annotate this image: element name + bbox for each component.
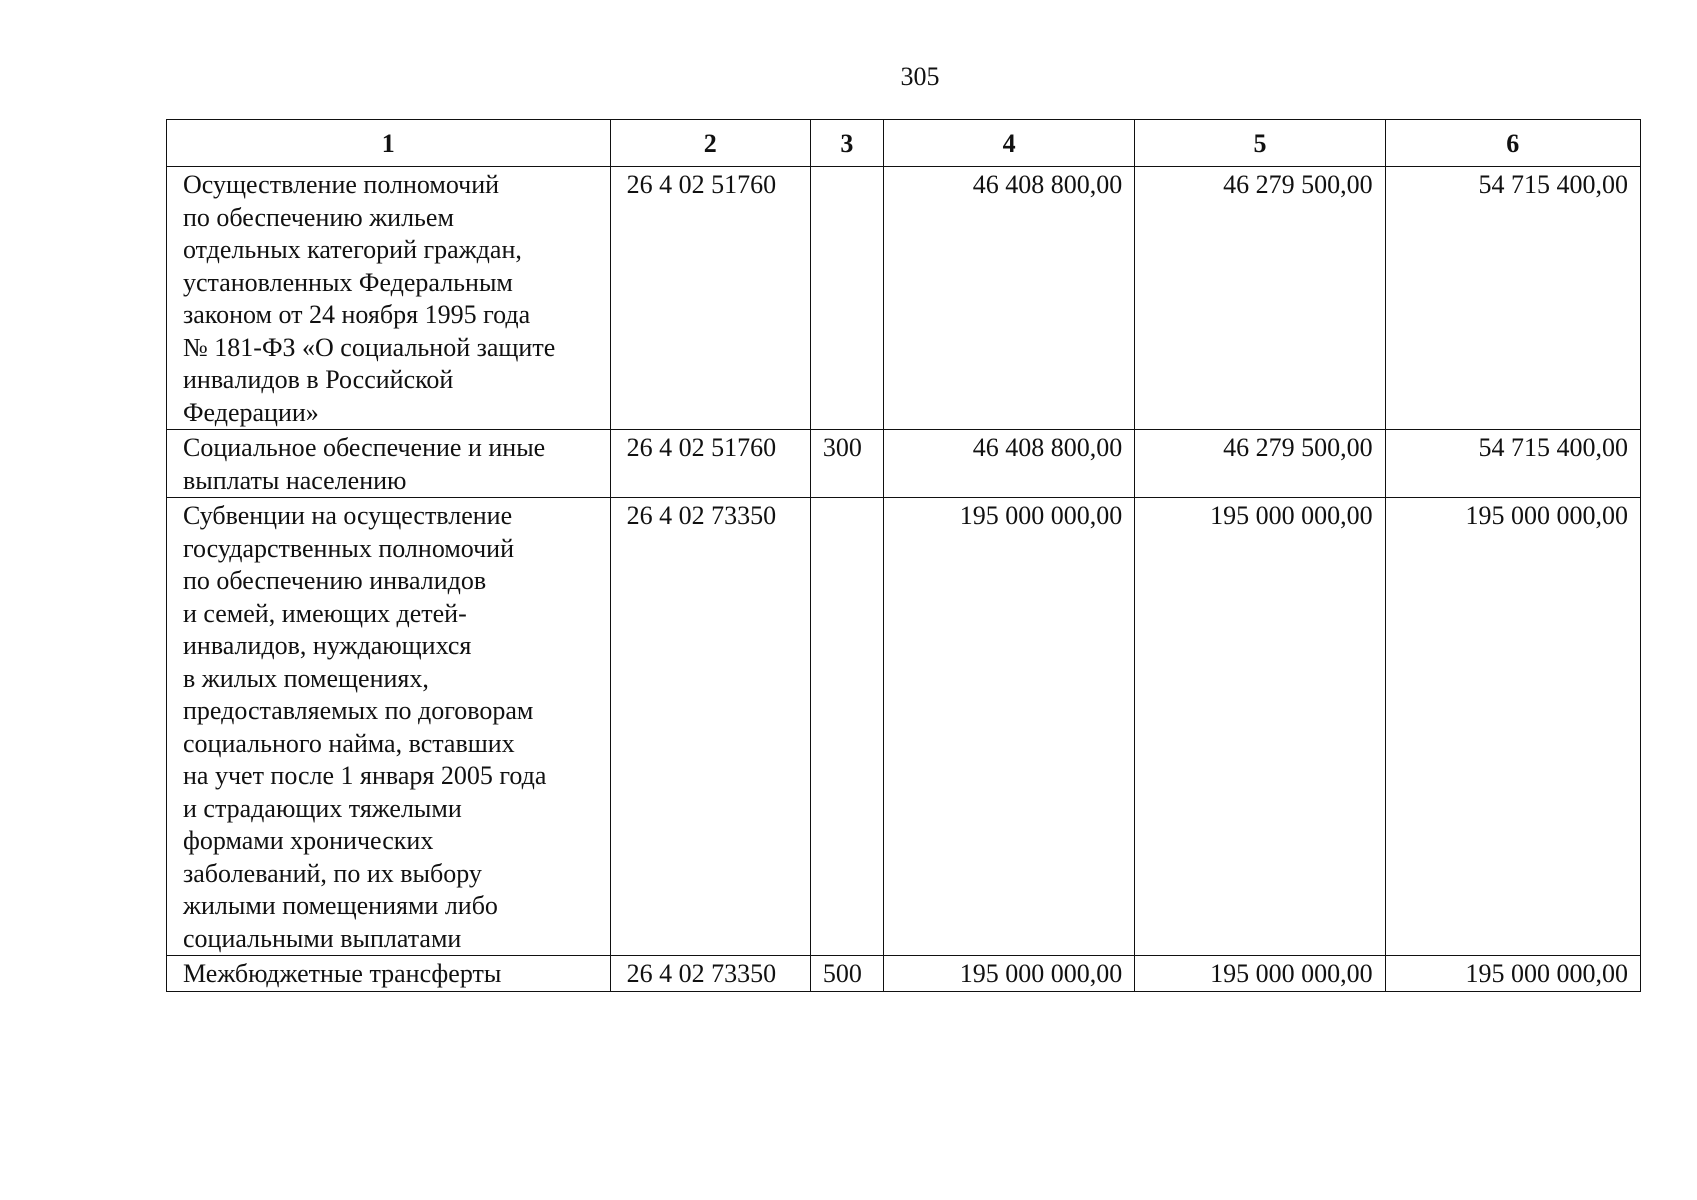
header-col-1: 1 (167, 120, 611, 167)
page-number: 305 (900, 62, 940, 91)
budget-table (166, 119, 1641, 992)
row-name-line: на учет после 1 января 2005 года (183, 761, 547, 790)
header-col-2: 2 (610, 120, 810, 167)
header-col-3: 3 (810, 120, 883, 167)
row-amount-5: 195 000 000,00 (1135, 498, 1385, 956)
row-name-line: Федерации» (183, 397, 319, 427)
row-name-line: инвалидов в Российской (183, 365, 454, 394)
row-type: 300 (810, 430, 883, 498)
row-name-line: выплаты населению (183, 465, 407, 495)
header-col-4: 4 (883, 120, 1134, 167)
row-code: 26 4 02 73350 (610, 956, 810, 992)
row-amount-4: 46 408 800,00 (883, 167, 1134, 430)
row-name-line: социальными выплатами (183, 923, 462, 953)
row-name (167, 498, 611, 956)
table-header (167, 120, 1641, 167)
row-name-line: отдельных категорий граждан, (183, 235, 522, 264)
header-col-5: 5 (1135, 120, 1385, 167)
row-name-line: заболеваний, по их выбору (183, 858, 482, 888)
row-type (810, 167, 883, 430)
row-name (167, 167, 611, 430)
row-name-line: инвалидов, нуждающихся (183, 631, 472, 660)
row-amount-4: 195 000 000,00 (883, 956, 1134, 992)
row-code: 26 4 02 51760 (610, 167, 810, 430)
row-name-line: предоставляемых по договорам (183, 696, 534, 725)
row-name-line: установленных Федеральным (183, 267, 513, 297)
row-name (167, 430, 611, 498)
row-name-line: законом от 24 ноября 1995 года (183, 300, 531, 329)
row-type: 500 (810, 956, 883, 992)
row-amount-5: 46 279 500,00 (1135, 167, 1385, 430)
row-name-line: по обеспечению жильем (183, 202, 454, 232)
row-name-line: в жилых помещениях, (183, 663, 429, 693)
row-amount-4: 46 408 800,00 (883, 430, 1134, 498)
row-name-line: по обеспечению инвалидов (183, 566, 487, 595)
row-name-line: № 181-ФЗ «О социальной защите (183, 332, 556, 362)
row-name-line: социального найма, вставших (183, 728, 515, 758)
row-amount-6: 195 000 000,00 (1385, 498, 1640, 956)
row-amount-4: 195 000 000,00 (883, 498, 1134, 956)
row-name-line: жилыми помещениями либо (183, 891, 498, 920)
table-row (167, 956, 1641, 992)
row-amount-5: 46 279 500,00 (1135, 430, 1385, 498)
table-row (167, 430, 1641, 498)
row-name-line: и семей, имеющих детей- (183, 598, 467, 628)
row-type (810, 498, 883, 956)
row-name-line: Межбюджетные трансферты (183, 959, 502, 988)
row-amount-6: 54 715 400,00 (1385, 167, 1640, 430)
row-amount-6: 195 000 000,00 (1385, 956, 1640, 992)
row-name (167, 956, 611, 992)
row-amount-6: 54 715 400,00 (1385, 430, 1640, 498)
row-name-line: формами хронических (183, 826, 434, 855)
header-row (167, 120, 1641, 167)
header-col-6: 6 (1385, 120, 1640, 167)
row-code: 26 4 02 51760 (610, 430, 810, 498)
table-row (167, 498, 1641, 956)
row-name-line: Осуществление полномочий (183, 170, 500, 199)
row-name-line: Социальное обеспечение и иные (183, 433, 546, 462)
table-body (167, 167, 1641, 992)
row-code: 26 4 02 73350 (610, 498, 810, 956)
table-row (167, 167, 1641, 430)
row-name-line: Субвенции на осуществление (183, 501, 513, 530)
row-name-line: и страдающих тяжелыми (183, 793, 462, 823)
row-amount-5: 195 000 000,00 (1135, 956, 1385, 992)
row-name-line: государственных полномочий (183, 533, 515, 563)
